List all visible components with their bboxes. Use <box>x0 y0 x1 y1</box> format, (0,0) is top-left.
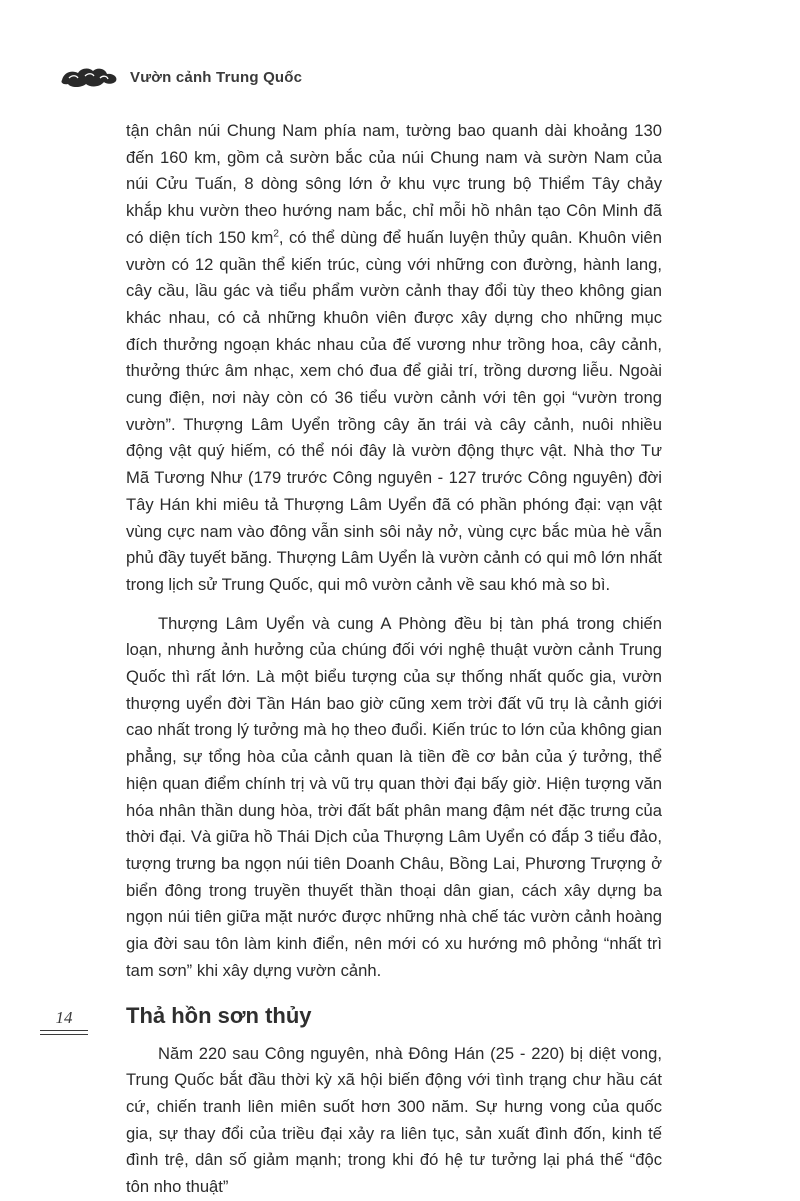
body-paragraph: Năm 220 sau Công nguyên, nhà Đông Hán (25 - 220) bị diệt vong, Trung Quốc bắt đầu thời kỳ xã hội biến động với tình trạng chư hầu cát cứ, chiến tranh liên miên suốt hơn 300 năm. Sự hưng vong của quốc gia, sự thay đổi của triều đại xảy ra liên tục, sản xuất đình đốn, kinh tế đình trệ, dân số giảm mạnh; trong khi đó hệ tư tưởng lại phá thế “độc tôn nho thuật” <box>126 1043 662 1197</box>
page-number: 14 <box>55 1008 73 1027</box>
running-header <box>58 62 302 92</box>
body-paragraph <box>126 118 662 599</box>
section-heading: Thả hồn sơn thủy <box>126 1002 312 1028</box>
page-body <box>126 118 662 1201</box>
page-number-block <box>40 1008 88 1035</box>
page-number-rule <box>40 1030 88 1035</box>
running-title: Vườn cảnh Trung Quốc <box>130 68 303 86</box>
paragraph-text: , có thể dùng để huấn luyện thủy quân. Khuôn viên vườn có 12 quần thể kiến trúc, cùng với những con đường, hành lang, cây cầu, lầu gác và tiểu phẩm vườn cảnh thay đổi tùy theo không gian khác nhau, có cả những khuôn viên được xây dựng cho những mục đích thưởng ngoạn khác nhau của đế vương như trồng hoa, cây cảnh, thưởng thức âm nhạc, xem chó đua để giải trí, trồng dương liễu. Ngoài cung điện, nơi này còn có 36 tiểu vườn cảnh với tên gọi “vườn trong vườn”. Thượng Lâm Uyển trồng cây ăn trái và cây cảnh, nuôi nhiều động vật quý hiếm, có thể nói đây là vườn động thực vật. Nhà thơ Tư Mã Tương Như (179 trước Công nguyên - 127 trước Công nguyên) đời Tây Hán khi miêu tả Thượng Lâm Uyển đã có phần phóng đại: vạn vật vùng cực nam vào đông vẫn sinh sôi nảy nở, vùng cực bắc mùa hè vẫn phủ đầy tuyết băng. Thượng Lâm Uyển là vườn cảnh có qui mô lớn nhất trong lịch sử Trung Quốc, qui mô vườn cảnh về sau khó mà so bì. <box>126 227 662 594</box>
cloud-ornament-icon <box>58 62 120 92</box>
paragraph-text: tận chân núi Chung Nam phía nam, tường bao quanh dài khoảng 130 đến 160 km, gồm cả sườn bắc của núi Chung nam và sườn Nam của núi Cửu Tuấn, 8 dòng sông lớn ở khu vực trung bộ Thiểm Tây chảy khắp khu vườn theo hướng nam bắc, chỉ mỗi hồ nhân tạo Côn Minh đã có diện tích 150 km <box>126 121 662 247</box>
body-paragraph: Thượng Lâm Uyển và cung A Phòng đều bị tàn phá trong chiến loạn, nhưng ảnh hưởng của chúng đối với nghệ thuật vườn cảnh Trung Quốc thì rất lớn. Là một biểu tượng của sự thống nhất quốc gia, vườn thượng uyển đời Tần Hán bao giờ cũng xem trời đất vũ trụ là cảnh giới cao nhất trong lý tưởng mà họ theo đuổi. Kiến trúc to lớn của không gian phẳng, sự tổng hòa của cảnh quan là tiền đề cơ bản của ý tưởng, thể hiện quan điểm chính trị và vũ trụ quan thời đại bấy giờ. Hiện tượng văn hóa nhân thần dung hòa, trời đất bất phân mang đậm nét đặc trưng của thời đại. Và giữa hồ Thái Dịch của Thượng Lâm Uyển có đắp 3 tiểu đảo, tượng trưng ba ngọn núi tiên Doanh Châu, Bồng Lai, Phương Trượng ở biển đông trong truyền thuyết thần thoại dân gian, cách xây dựng ba ngọn núi tiên giữa mặt nước được những nhà chế tác vườn cảnh hoàng gia đời sau tôn làm kinh điển, nên mới có xu hướng mô phỏng “nhất trì tam sơn” khi xây dựng vườn cảnh. <box>126 613 662 980</box>
superscript-two: 2 <box>273 228 279 240</box>
